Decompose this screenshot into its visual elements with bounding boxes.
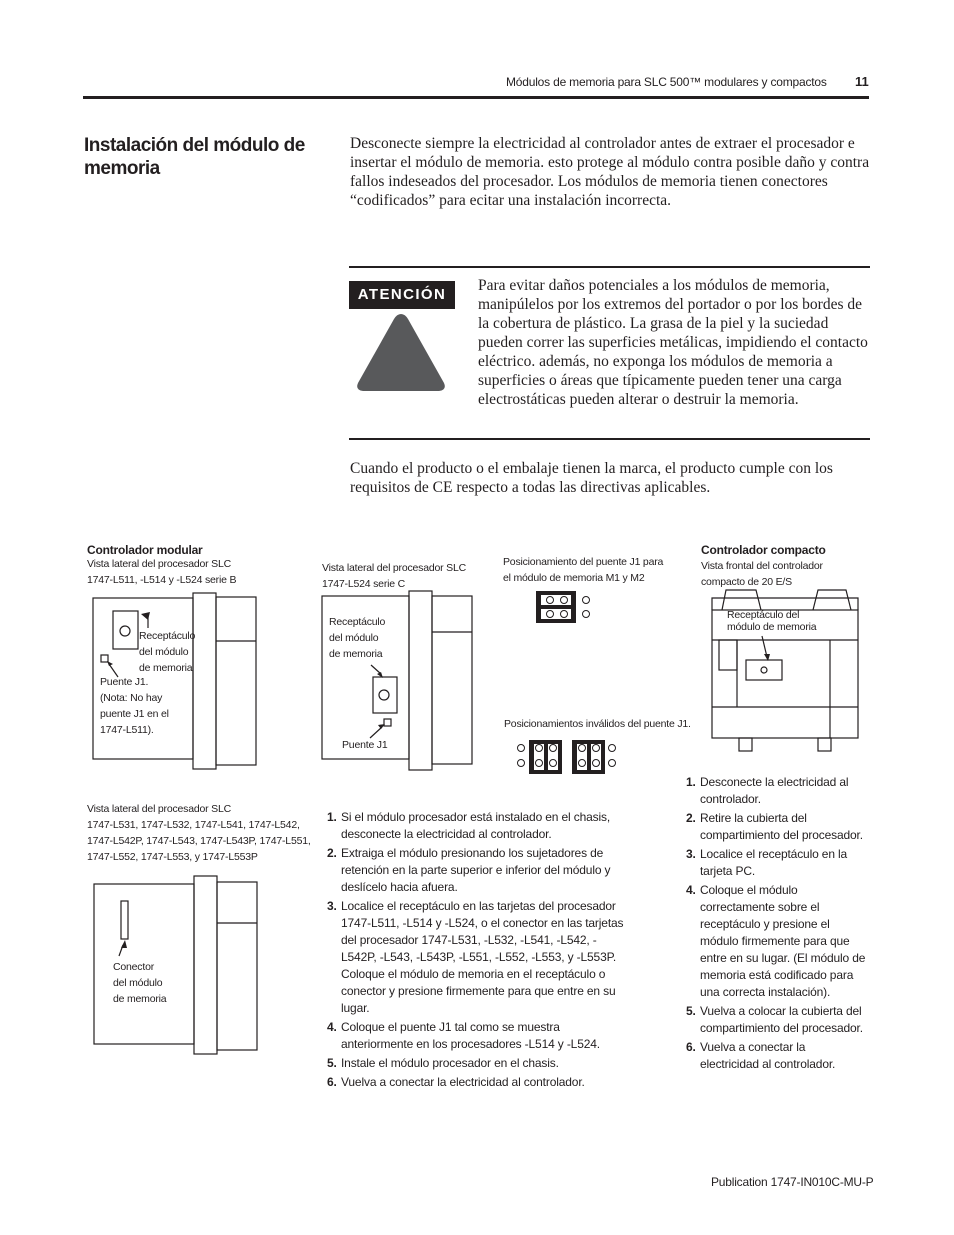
list-item (327, 845, 632, 896)
connector-label (113, 959, 166, 1007)
step-text: Retire la cubierta del compartimiento del procesador. (700, 811, 863, 842)
list-item (327, 1055, 632, 1072)
list-item (686, 1003, 866, 1037)
compact-receptacle-label (727, 609, 816, 633)
step-text: Vuelva a conectar la electricidad al controlador. (341, 1075, 585, 1089)
l531-caption-line: 1747-L531, 1747-L532, 1747-L541, 1747-L542, (87, 819, 300, 831)
list-item (686, 810, 866, 844)
jumper-note-line: puente J1 en el (100, 708, 169, 720)
step-text: Extraiga el módulo presionando los sujetadores de retención en la parte superior e inferior del módulo y deslícelo hacia afuera. (341, 846, 611, 894)
connector-line: de memoria (113, 993, 167, 1005)
list-item (686, 882, 866, 1001)
jumper-position-line-2: el módulo de memoria M1 y M2 (503, 572, 645, 584)
page-number: 11 (855, 74, 869, 89)
series-c-subtitle-2: 1747-L524 serie C (322, 578, 405, 590)
modular-subtitle-1: Vista lateral del procesador SLC (87, 558, 231, 570)
section-title: Instalación del módulo de memoria (84, 135, 305, 179)
step-number: 2. (327, 846, 337, 860)
compact-subtitle-2: compacto de 20 E/S (701, 576, 792, 588)
step-number: 6. (686, 1040, 696, 1054)
running-head: Módulos de memoria para SLC 500™ modulares y compactos (506, 75, 827, 89)
list-item (686, 1039, 866, 1073)
step-number: 1. (686, 775, 696, 789)
step-text: Desconecte la electricidad al controlador. (700, 775, 849, 806)
step-text: Coloque el puente J1 tal como se muestra anteriormente en los procesadores -L514 y -L524. (341, 1020, 600, 1051)
l531-caption-line: 1747-L552, 1747-L553, y 1747-L553P (87, 851, 258, 863)
step-text: Si el módulo procesador está instalado en el chasis, desconecte la electricidad al controlador. (341, 810, 611, 841)
series-c-receptacle-label (329, 614, 385, 662)
step-text: Localice el receptáculo en la tarjeta PC. (700, 847, 848, 878)
ce-compliance-text: Cuando el producto o el embalaje tienen la marca, el producto cumple con los requisitos de CE respecto a todas las directivas aplicables. (350, 460, 833, 496)
jumper-note-line: Puente J1. (100, 676, 149, 688)
list-item (686, 846, 866, 880)
invalid-jumper-label: Posicionamientos inválidos del puente J1. (504, 718, 691, 730)
receptacle-line: Receptáculo (139, 630, 196, 642)
compact-steps-list (686, 774, 866, 1075)
modular-subtitle-2: 1747-L511, -L514 y -L524 serie B (87, 574, 237, 586)
invalid-jumper-drawing (518, 740, 616, 774)
list-item (327, 1074, 632, 1091)
l531-caption-line: Vista lateral del procesador SLC (87, 803, 231, 815)
list-item (327, 809, 632, 843)
step-number: 5. (327, 1056, 337, 1070)
receptacle-line: de memoria (139, 662, 193, 674)
modular-title: Controlador modular (87, 543, 203, 557)
receptacle-line: del módulo (139, 646, 189, 658)
modular-steps-list (327, 809, 632, 1093)
series-c-subtitle-1: Vista lateral del procesador SLC (322, 562, 466, 574)
step-number: 5. (686, 1004, 696, 1018)
compact-subtitle-1: Vista frontal del controlador (701, 560, 823, 572)
step-number: 3. (327, 899, 337, 913)
step-text: Instale el módulo procesador en el chasis. (341, 1056, 559, 1070)
receptacle-line: de memoria (329, 648, 383, 660)
step-number: 1. (327, 810, 337, 824)
receptacle-line: del módulo (329, 632, 379, 644)
receptacle-label (139, 628, 195, 676)
compact-title: Controlador compacto (701, 543, 826, 557)
step-text: Vuelva a conectar la electricidad al controlador. (700, 1040, 836, 1071)
step-number: 4. (686, 883, 696, 897)
step-number: 2. (686, 811, 696, 825)
series-c-jumper-label: Puente J1 (342, 739, 388, 751)
jumper-position-line-1: Posicionamiento del puente J1 para (503, 556, 664, 568)
jumper-note-line: 1747-L511). (100, 724, 154, 736)
step-text: Vuelva a colocar la cubierta del compartimiento del procesador. (700, 1004, 863, 1035)
intro-paragraph: Desconecte siempre la electricidad al controlador antes de extraer el procesador e insertar el módulo de memoria. esto protege al módulo contra posible daño y contra fallos indeseados del procesador. Los módulos de memoria tienen conectores “codificados” para ecitar una instalación incorrecta. (350, 135, 870, 209)
step-text: Coloque el módulo correctamente sobre el receptáculo y presione el módulo firmemente para que entre en su lugar. (El módulo de memoria está codificado para una correcta instalación). (700, 883, 866, 999)
jumper-note-label (100, 674, 169, 738)
receptacle-line: Receptáculo (329, 616, 386, 628)
receptacle-line: módulo de memoria (727, 621, 817, 633)
l531-caption (87, 801, 311, 865)
step-number: 4. (327, 1020, 337, 1034)
attention-text: Para evitar daños potenciales a los módulos de memoria, manipúlelos por los extremos del portador o por los bordes de la cobertura de plástico. La grasa de la piel y la suciedad pueden correr las superficies metálicas, impidiendo el contacto eléctrico. además, no exponga los módulos de memoria a superficies o áreas que típicamente pueden tener una carga electrostáticas pueden alterar o destruir la memoria. (478, 277, 868, 408)
step-text: Localice el receptáculo en las tarjetas del procesador 1747-L511, -L514 y -L524, o el conector en las tarjetas del procesador 1747-L531, -L532, -L541, -L542, -L542P, -L543, -L543P, -L551, -L552, -L553, y -L553P. Coloque el módulo de memoria en el receptáculo o conector y presione firmemente para que entre en su lugar. (341, 899, 624, 1015)
list-item (686, 774, 866, 808)
step-number: 3. (686, 847, 696, 861)
connector-line: del módulo (113, 977, 163, 989)
jumper-positions-drawing (536, 591, 590, 623)
list-item (327, 898, 632, 1017)
step-number: 6. (327, 1075, 337, 1089)
l531-caption-line: 1747-L542P, 1747-L543, 1747-L543P, 1747-L551, (87, 835, 311, 847)
connector-line: Conector (113, 961, 155, 973)
attention-label: ATENCIÓN (349, 281, 455, 309)
jumper-note-line: (Nota: No hay (100, 692, 163, 704)
publication-footer: Publication 1747-IN010C-MU-P (711, 1175, 874, 1189)
list-item (327, 1019, 632, 1053)
receptacle-line: Receptáculo del (727, 609, 800, 621)
